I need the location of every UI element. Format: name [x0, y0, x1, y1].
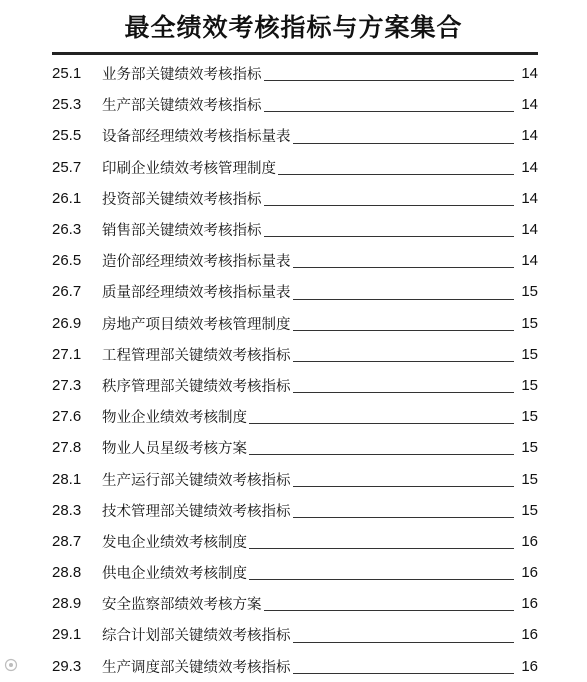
- toc-entry-number: 29.3: [52, 657, 82, 675]
- toc-entry[interactable]: [52, 588, 538, 619]
- toc-entry-label: 秩序管理部关键绩效考核指标: [102, 378, 291, 395]
- toc-entry-page: 15: [521, 376, 538, 394]
- toc-leader-line: [293, 360, 515, 362]
- toc-entry-label: 销售部关键绩效考核指标: [102, 223, 262, 240]
- toc-entry[interactable]: [52, 152, 538, 183]
- toc-leader-line: [293, 142, 515, 144]
- toc-entry-page: 14: [521, 252, 538, 270]
- toc-leader-line: [264, 609, 515, 611]
- toc-leader-line: [249, 422, 514, 424]
- toc-entry[interactable]: [52, 183, 538, 214]
- toc-leader-line: [293, 391, 515, 393]
- toc-entry-number: 27.1: [52, 345, 82, 363]
- watermark: [4, 658, 18, 672]
- toc-entry-label: 综合计划部关键绩效考核指标: [102, 628, 291, 645]
- table-of-contents: [52, 58, 538, 682]
- toc-leader-line: [278, 173, 514, 175]
- toc-entry-label: 物业人员星级考核方案: [102, 441, 247, 458]
- toc-entry-label: 质量部经理绩效考核指标量表: [102, 285, 291, 302]
- toc-entry-page: 16: [521, 595, 538, 613]
- toc-entry-number: 25.1: [52, 65, 82, 83]
- toc-entry[interactable]: [52, 651, 538, 682]
- title-divider: [52, 52, 538, 55]
- toc-entry-label: 工程管理部关键绩效考核指标: [102, 347, 291, 364]
- toc-leader-line: [293, 672, 515, 674]
- toc-entry[interactable]: [52, 432, 538, 463]
- toc-leader-line: [264, 204, 515, 206]
- toc-leader-line: [293, 641, 515, 643]
- toc-entry-number: 26.5: [52, 252, 82, 270]
- toc-entry-number: 27.6: [52, 408, 82, 426]
- toc-leader-line: [264, 235, 515, 237]
- toc-entry-page: 16: [521, 564, 538, 582]
- toc-entry-page: 15: [521, 501, 538, 519]
- page-title: 最全绩效考核指标与方案集合: [124, 13, 463, 42]
- toc-entry[interactable]: [52, 89, 538, 120]
- toc-leader-line: [293, 516, 515, 518]
- toc-entry[interactable]: [52, 526, 538, 557]
- toc-entry-number: 29.1: [52, 626, 82, 644]
- toc-entry-number: 27.3: [52, 376, 82, 394]
- toc-leader-line: [249, 453, 514, 455]
- toc-entry-number: 26.7: [52, 283, 82, 301]
- toc-entry-label: 安全监察部绩效考核方案: [102, 597, 262, 614]
- toc-entry-number: 26.3: [52, 221, 82, 239]
- toc-entry-label: 投资部关键绩效考核指标: [102, 191, 262, 208]
- toc-entry-label: 房地产项目绩效考核管理制度: [102, 316, 291, 333]
- toc-entry[interactable]: [52, 245, 538, 276]
- toc-entry-label: 物业企业绩效考核制度: [102, 410, 247, 427]
- toc-entry-number: 28.1: [52, 470, 82, 488]
- toc-entry-page: 15: [521, 345, 538, 363]
- toc-entry[interactable]: [52, 401, 538, 432]
- toc-entry-label: 供电企业绩效考核制度: [102, 566, 247, 583]
- toc-entry-number: 28.7: [52, 532, 82, 550]
- toc-entry-label: 业务部关键绩效考核指标: [102, 67, 262, 84]
- toc-leader-line: [293, 485, 515, 487]
- toc-entry-label: 印刷企业绩效考核管理制度: [102, 160, 276, 177]
- toc-entry-page: 14: [521, 221, 538, 239]
- camera-logo-icon: [4, 658, 18, 672]
- toc-entry[interactable]: [52, 58, 538, 89]
- toc-entry-page: 15: [521, 439, 538, 457]
- toc-entry-number: 28.9: [52, 595, 82, 613]
- toc-entry[interactable]: [52, 619, 538, 650]
- toc-entry-number: 28.8: [52, 564, 82, 582]
- toc-entry[interactable]: [52, 495, 538, 526]
- toc-leader-line: [249, 578, 514, 580]
- toc-entry-label: 发电企业绩效考核制度: [102, 534, 247, 551]
- toc-entry-page: 14: [521, 158, 538, 176]
- toc-entry[interactable]: [52, 339, 538, 370]
- toc-entry-page: 14: [521, 189, 538, 207]
- toc-entry-number: 25.7: [52, 158, 82, 176]
- toc-entry-page: 14: [521, 127, 538, 145]
- toc-leader-line: [264, 110, 515, 112]
- toc-entry[interactable]: [52, 463, 538, 494]
- toc-leader-line: [293, 298, 515, 300]
- toc-entry[interactable]: [52, 276, 538, 307]
- toc-entry-number: 28.3: [52, 501, 82, 519]
- toc-leader-line: [249, 547, 514, 549]
- toc-entry-page: 15: [521, 314, 538, 332]
- toc-entry[interactable]: [52, 308, 538, 339]
- toc-entry-number: 27.8: [52, 439, 82, 457]
- toc-entry-page: 15: [521, 408, 538, 426]
- toc-entry-label: 技术管理部关键绩效考核指标: [102, 503, 291, 520]
- toc-entry-page: 15: [521, 470, 538, 488]
- toc-entry[interactable]: [52, 120, 538, 151]
- toc-entry-number: 26.1: [52, 189, 82, 207]
- toc-leader-line: [293, 329, 515, 331]
- toc-entry-page: 14: [521, 96, 538, 114]
- toc-entry[interactable]: [52, 370, 538, 401]
- toc-entry-label: 生产运行部关键绩效考核指标: [102, 472, 291, 489]
- toc-leader-line: [293, 266, 515, 268]
- toc-entry[interactable]: [52, 214, 538, 245]
- toc-entry-number: 25.3: [52, 96, 82, 114]
- toc-entry-page: 16: [521, 626, 538, 644]
- toc-entry-page: 16: [521, 532, 538, 550]
- toc-entry-page: 14: [521, 65, 538, 83]
- toc-entry-label: 造价部经理绩效考核指标量表: [102, 254, 291, 271]
- toc-entry-page: 16: [521, 657, 538, 675]
- toc-leader-line: [264, 79, 515, 81]
- toc-entry-label: 生产部关键绩效考核指标: [102, 98, 262, 115]
- toc-entry-label: 生产调度部关键绩效考核指标: [102, 659, 291, 676]
- toc-entry[interactable]: [52, 557, 538, 588]
- toc-entry-number: 26.9: [52, 314, 82, 332]
- toc-entry-number: 25.5: [52, 127, 82, 145]
- toc-entry-label: 设备部经理绩效考核指标量表: [102, 129, 291, 146]
- toc-entry-page: 15: [521, 283, 538, 301]
